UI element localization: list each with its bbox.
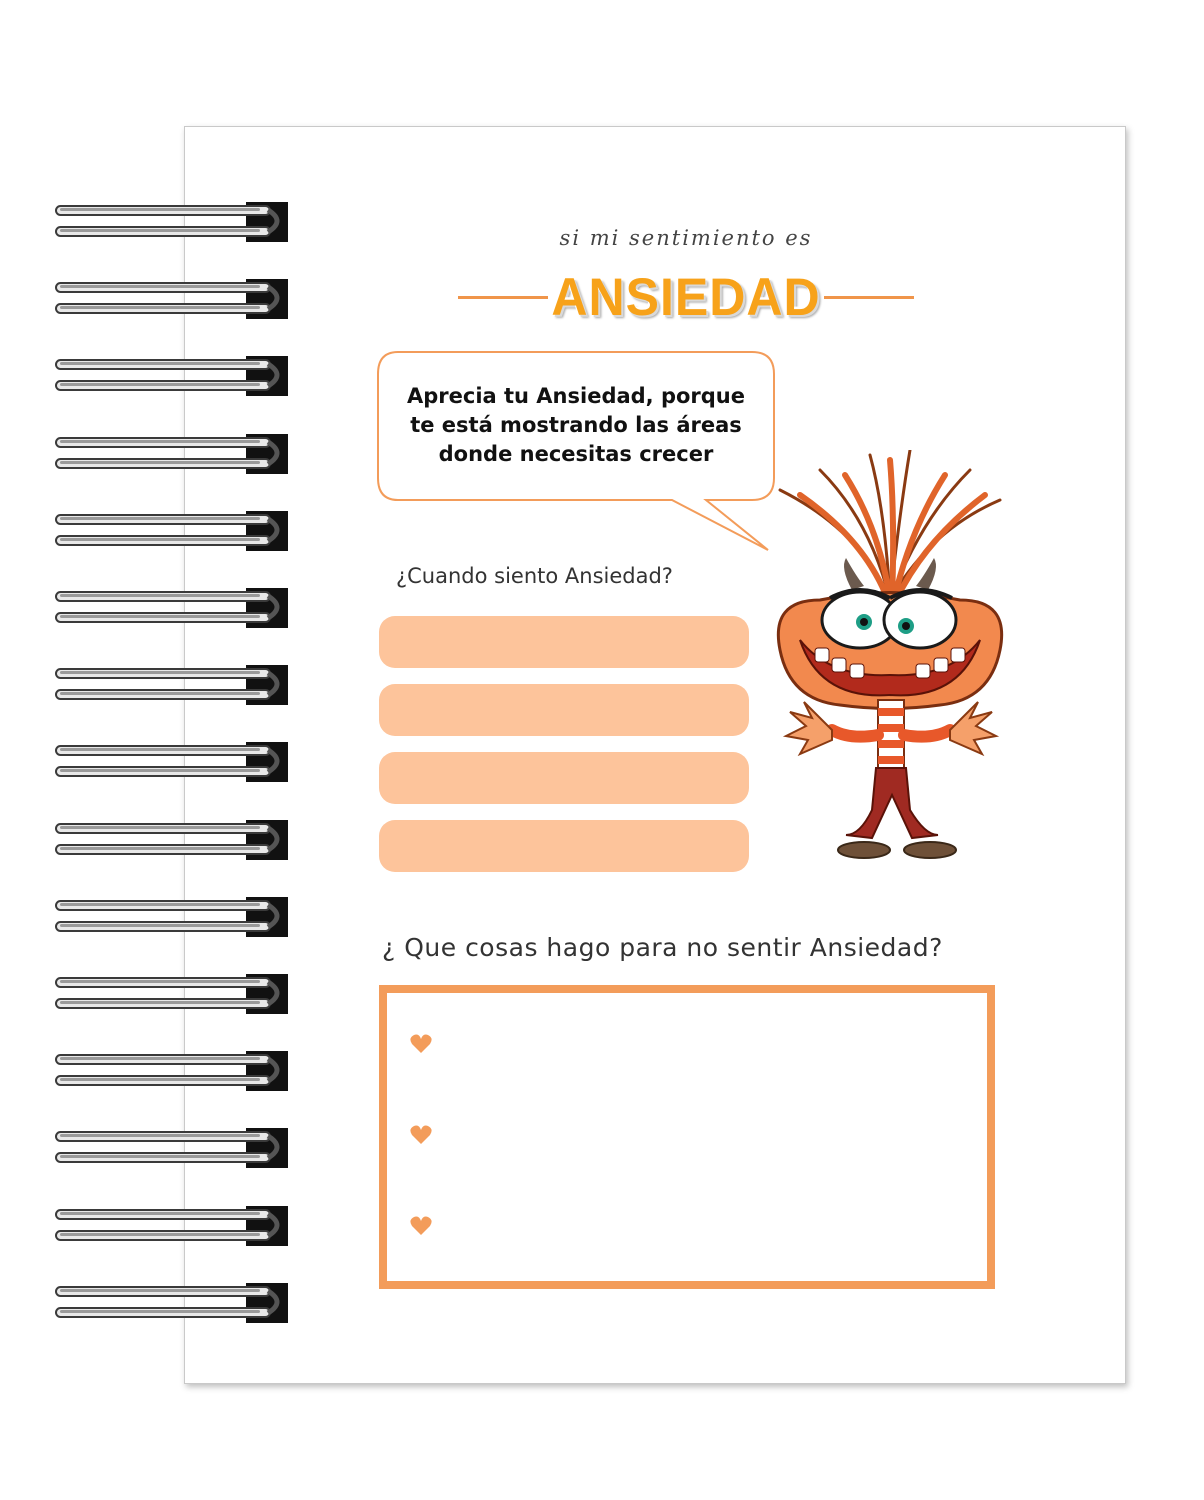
- binding-ring: [54, 1283, 290, 1323]
- title-row: [458, 268, 914, 328]
- answer-field-4[interactable]: [379, 820, 749, 872]
- heart-icon: [410, 1125, 432, 1145]
- heart-icon: [410, 1034, 432, 1054]
- actions-answer-box[interactable]: [379, 985, 995, 1289]
- question-actions: ¿ Que cosas hago para no sentir Ansiedad?: [382, 933, 943, 962]
- speech-line-1: Aprecia tu Ansiedad, porque: [406, 384, 746, 408]
- binding-ring: [54, 897, 290, 937]
- speech-line-3: donde necesitas crecer: [438, 442, 714, 466]
- binding-ring: [54, 588, 290, 628]
- spiral-binding: [0, 0, 300, 1500]
- speech-line-2: te está mostrando las áreas: [410, 413, 742, 437]
- binding-ring: [54, 974, 290, 1014]
- answer-field-2[interactable]: [379, 684, 749, 736]
- binding-ring: [54, 665, 290, 705]
- heart-icon: [410, 1216, 432, 1236]
- binding-ring: [54, 820, 290, 860]
- binding-ring: [54, 434, 290, 474]
- binding-ring: [54, 356, 290, 396]
- binding-ring: [54, 1206, 290, 1246]
- question-when: ¿Cuando siento Ansiedad?: [396, 564, 673, 588]
- page-title: ANSIEDAD: [551, 267, 821, 327]
- binding-ring: [54, 742, 290, 782]
- binding-ring: [54, 1051, 290, 1091]
- speech-bubble-text: [398, 382, 754, 469]
- binding-ring: [54, 511, 290, 551]
- header-intro: si mi sentimiento es: [559, 226, 813, 250]
- binding-ring: [54, 1128, 290, 1168]
- binding-ring: [54, 279, 290, 319]
- answer-field-3[interactable]: [379, 752, 749, 804]
- anxiety-character-illustration: [760, 450, 1020, 880]
- answer-field-1[interactable]: [379, 616, 749, 668]
